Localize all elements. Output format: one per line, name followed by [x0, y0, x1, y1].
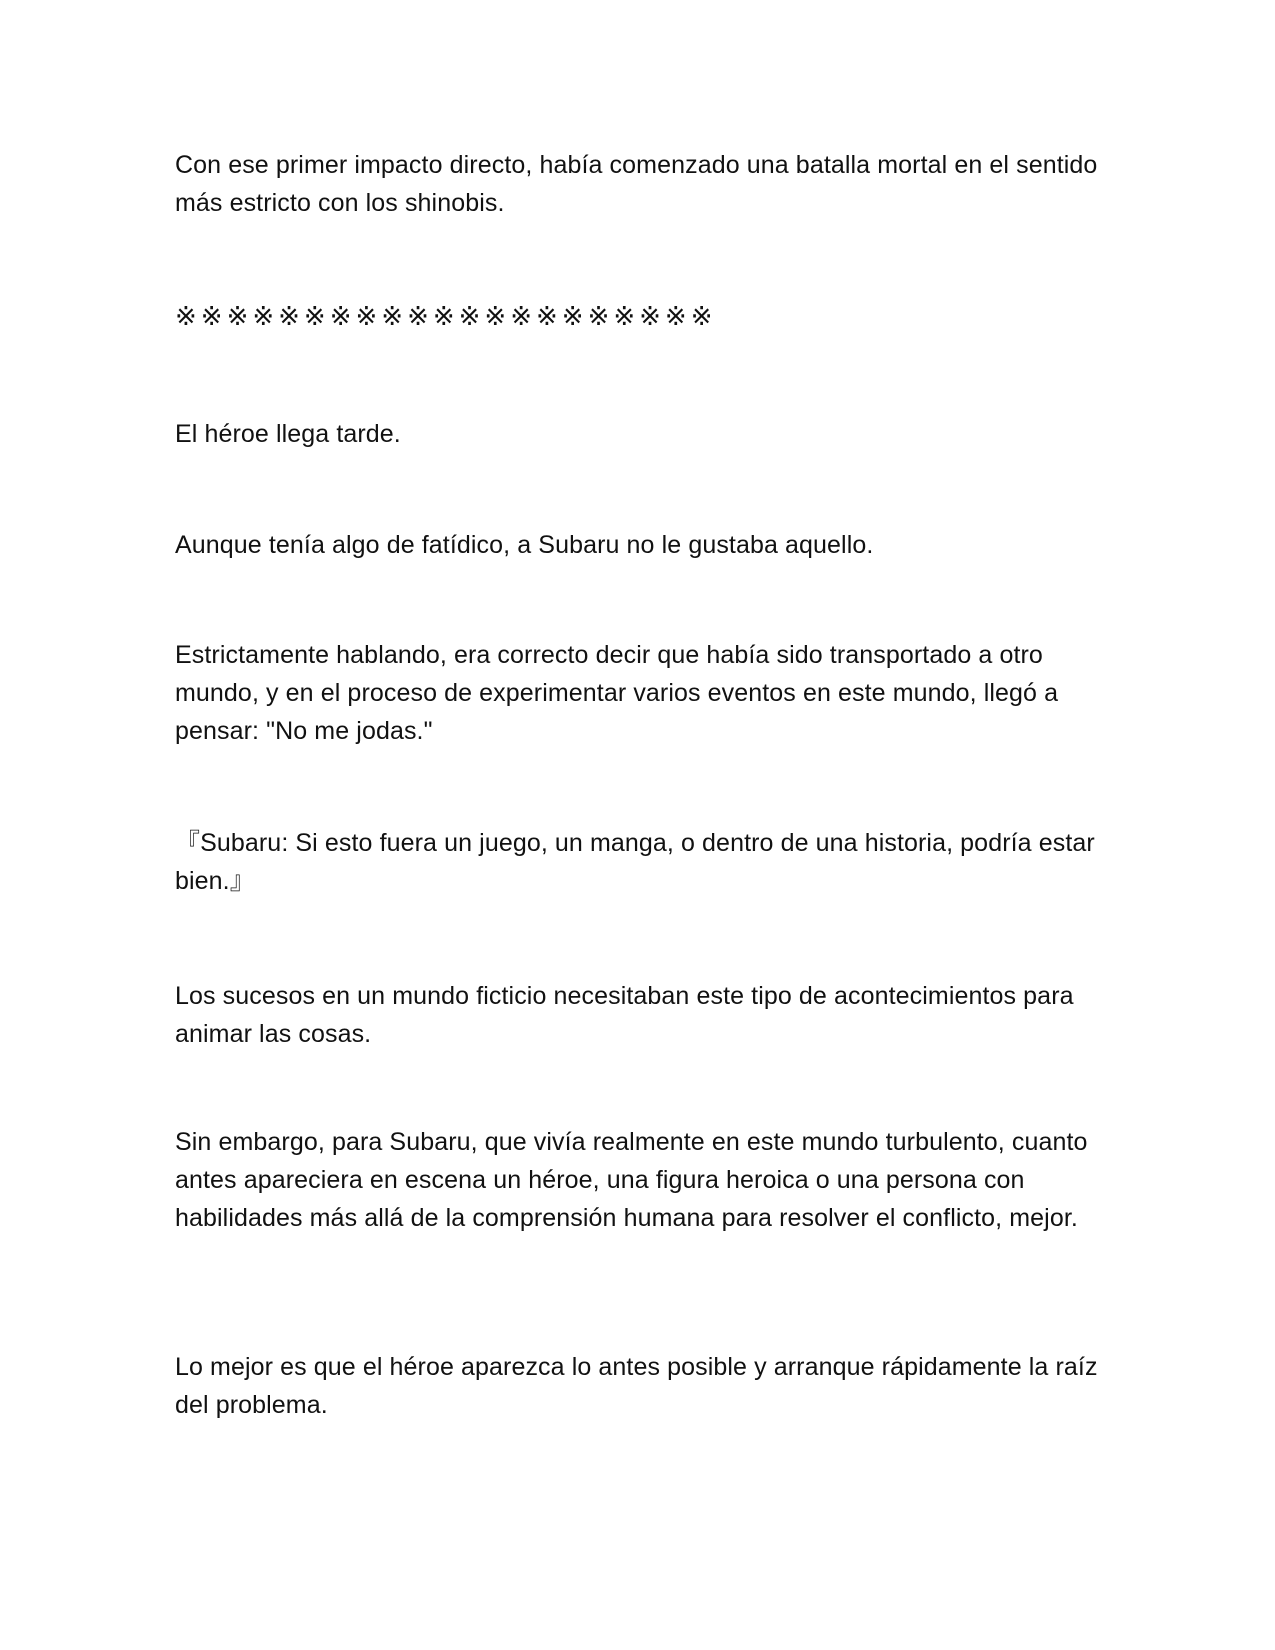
paragraph-7: Sin embargo, para Subaru, que vivía realmente en este mundo turbulento, cuanto antes apareciera en escena un héroe, una figura heroica o una persona con habilidades más allá de la comprensión humana para resolver el conflicto, mejor. [175, 1128, 1088, 1232]
paragraph-6: Los sucesos en un mundo ficticio necesitaban este tipo de acontecimientos para animar las cosas. [175, 982, 1074, 1048]
paragraph-3: Aunque tenía algo de fatídico, a Subaru no le gustaba aquello. [175, 531, 874, 559]
paragraph-1: Con ese primer impacto directo, había comenzado una batalla mortal en el sentido más estricto con los shinobis. [175, 151, 1098, 217]
paragraph-8: Lo mejor es que el héroe aparezca lo antes posible y arranque rápidamente la raíz del problema. [175, 1353, 1098, 1419]
paragraph-5-dialogue: 『Subaru: Si esto fuera un juego, un manga, o dentro de una historia, podría estar bien.』 [175, 829, 1095, 895]
section-separator: ※※※※※※※※※※※※※※※※※※※※※ [175, 302, 717, 332]
paragraph-4: Estrictamente hablando, era correcto decir que había sido transportado a otro mundo, y en el proceso de experimentar varios eventos en este mundo, llegó a pensar: "No me jodas." [175, 641, 1059, 745]
paragraph-2: El héroe llega tarde. [175, 420, 401, 448]
